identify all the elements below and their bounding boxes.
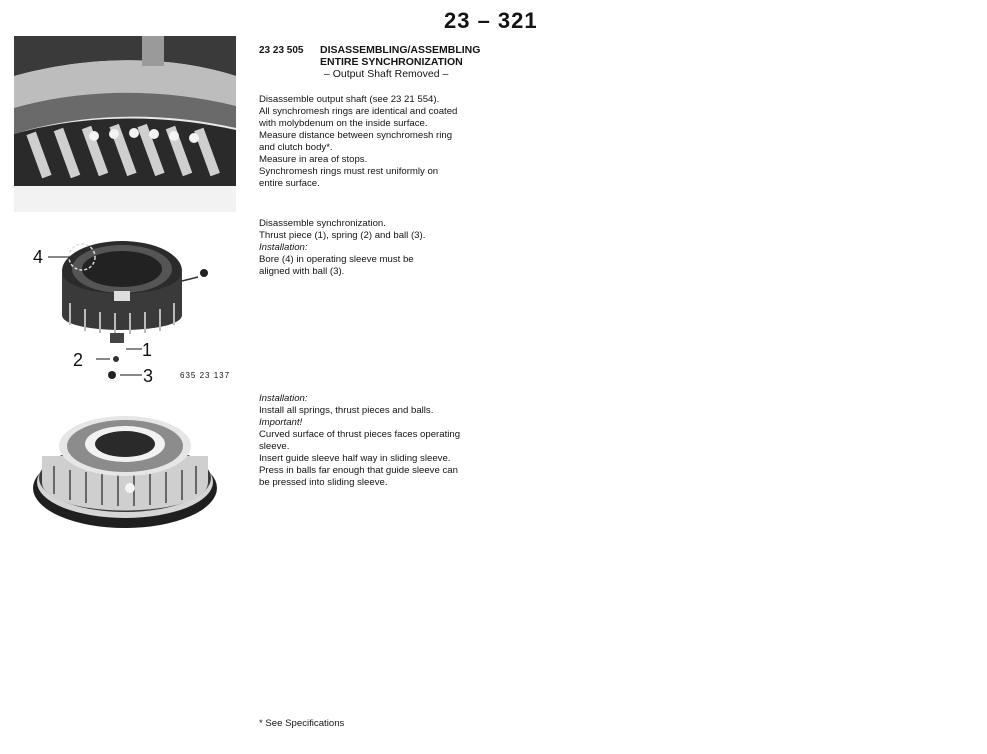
photo-assembled-synchronizer — [30, 408, 220, 540]
text-line: Measure in area of stops. — [259, 154, 368, 165]
text-line: Disassemble output shaft (see 23 21 554). — [259, 94, 440, 105]
text-line: Measure distance between synchromesh ring — [259, 130, 453, 141]
text-block-disassemble — [259, 218, 494, 278]
text-line: Insert guide sleeve half way in sliding sleeve. — [259, 453, 451, 464]
text-line: Thrust piece (1), spring (2) and ball (3). — [259, 230, 426, 241]
title-line-1: DISASSEMBLING/ASSEMBLING — [320, 44, 481, 56]
section-heading — [320, 44, 520, 80]
important-note-label: Important! — [259, 417, 303, 428]
text-line: Synchromesh rings must rest uniformly on — [259, 166, 439, 177]
text-line: sleeve. — [259, 441, 290, 452]
figure-label-2: 2 — [73, 350, 84, 370]
text-line: and clutch body*. — [259, 142, 333, 153]
text-block-installation — [259, 393, 494, 489]
text-line: Press in balls far enough that guide sleeve can — [259, 465, 458, 476]
figure-label-3: 3 — [143, 366, 154, 386]
text-line: Install all springs, thrust pieces and balls. — [259, 405, 434, 416]
title-line-2: ENTIRE SYNCHRONIZATION — [320, 56, 463, 68]
installation-note-label: Installation: — [259, 393, 308, 404]
text-line: Disassemble synchronization. — [259, 218, 386, 229]
text-line: Bore (4) in operating sleeve must be — [259, 254, 414, 265]
text-block-measure — [259, 94, 494, 190]
text-line: entire surface. — [259, 178, 320, 189]
text-line: with molybdenum on the inside surface. — [259, 118, 428, 129]
figure-label-1: 1 — [142, 340, 153, 360]
section-code: 23 23 505 — [259, 45, 304, 56]
section-subtitle: – Output Shaft Removed – — [324, 68, 449, 80]
footnote: * See Specifications — [259, 718, 345, 729]
text-line: be pressed into sliding sleeve. — [259, 477, 388, 488]
page-number: 23 – 321 — [444, 8, 538, 33]
figure-label-4: 4 — [33, 247, 44, 267]
installation-note-label: Installation: — [259, 242, 308, 253]
figure-number: 635 23 137 — [180, 371, 231, 380]
photo-operating-sleeve-exploded — [30, 225, 220, 390]
photo-synchro-ring-on-gear — [14, 36, 236, 212]
text-line: Curved surface of thrust pieces faces operating — [259, 429, 461, 440]
text-line: aligned with ball (3). — [259, 266, 345, 277]
text-line: All synchromesh rings are identical and coated — [259, 106, 458, 117]
